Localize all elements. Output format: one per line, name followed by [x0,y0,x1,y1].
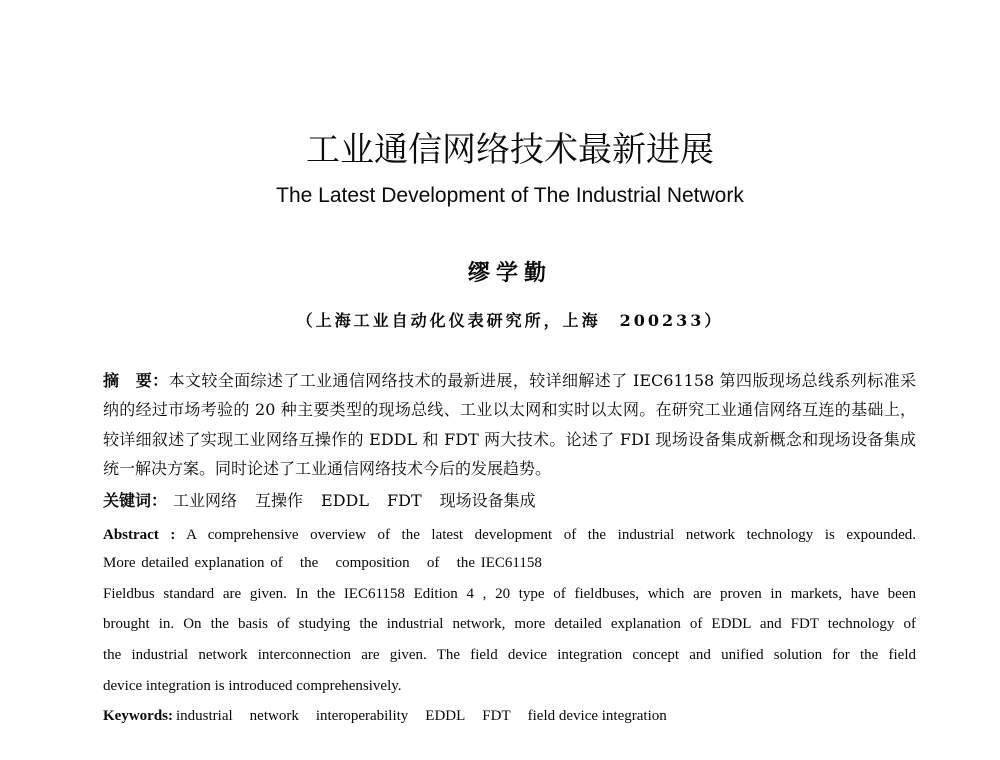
abstract-en-line [103,525,916,545]
abstract-en-label: Abstract : [103,527,176,543]
abstract-en-line: More detailed explanation of the composition of the IEC61158 [103,555,542,571]
abstract-en-line: the industrial network interconnection are given. The field device integration concept and unified solution for the field [103,647,916,663]
paper-title-cn: 工业通信网络技术最新进展 [306,130,714,170]
keyword-term: EDDL [321,491,370,510]
abstract-cn-line: 统一解决方案。同时论述了工业通信网络技术今后的发展趋势。 [103,459,552,478]
keyword-term: EDDL [425,708,466,724]
abstract-en-text: A comprehensive overview of the latest development of the industrial network technology is expounded. [186,527,916,543]
keywords-cn-label: 关键词： [103,491,168,510]
abstract-cn-line: 纳的经过市场考验的 20 种主要类型的现场总线、工业以太网和实时以太网。在研究工业通信网络互连的基础上， [103,400,916,419]
author-affiliation: （上海工业自动化仪表研究所，上海 200233） [296,311,724,330]
keyword-term: FDT [482,708,511,724]
keyword-term: 互操作 [255,491,304,510]
keyword-term: field device integration [527,708,667,724]
keyword-term: interoperability [315,708,409,724]
abstract-cn-line: 较详细叙述了实现工业网络互操作的 EDDL 和 FDT 两大技术。论述了 FDI 现场设备集成新概念和现场设备集成 [103,430,916,449]
keywords-en-label: Keywords: [103,708,173,724]
keyword-term: industrial [176,708,233,724]
keyword-term: FDT [387,491,422,510]
keyword-term: 工业网络 [173,491,238,510]
abstract-en-line: Fieldbus standard are given. In the IEC61158 Edition 4 , 20 type of fieldbuses, which are proven in markets, have been [103,586,916,602]
keyword-term: network [249,708,299,724]
author-name: 缪学勤 [467,260,552,286]
abstract-cn-line [103,370,916,392]
abstract-cn-label: 摘 要： [103,371,169,390]
paper-title-en: The Latest Development of The Industrial Network [276,184,744,207]
keyword-term: 现场设备集成 [439,491,536,510]
keywords-cn [103,490,916,512]
keywords-en [103,706,916,726]
abstract-cn-text: 本文较全面综述了工业通信网络技术的最新进展，较详细解述了 IEC61158 第四版现场总线系列标准采 [168,371,916,390]
abstract-en-line: brought in. On the basis of studying the industrial network, more detailed explanation of EDDL and FDT technology of [103,616,916,632]
abstract-en-line: device integration is introduced comprehensively. [103,678,402,694]
